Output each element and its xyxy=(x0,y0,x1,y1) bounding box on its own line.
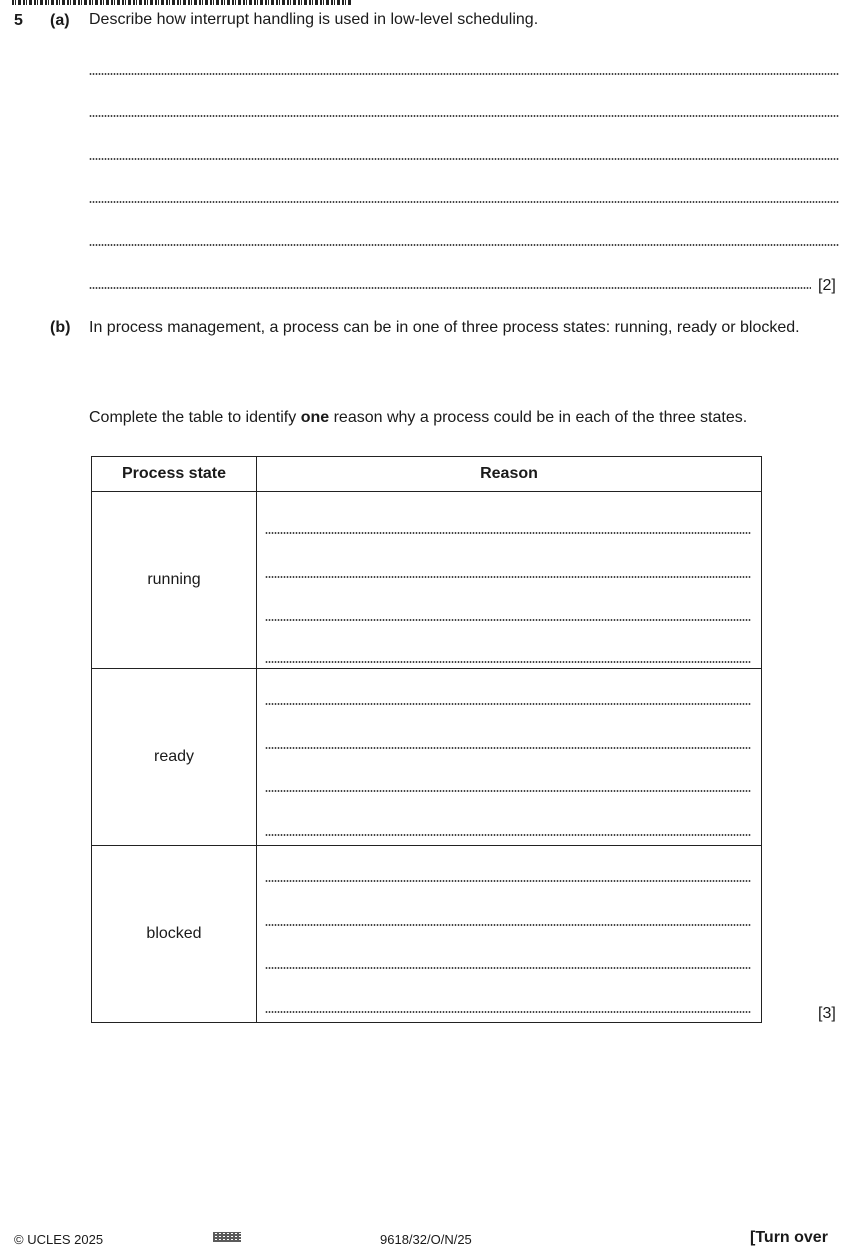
answer-line[interactable] xyxy=(89,287,811,289)
process-state-table xyxy=(91,456,762,1023)
state-ready: ready xyxy=(92,669,257,846)
answer-line[interactable] xyxy=(89,115,839,117)
header-reason: Reason xyxy=(257,457,762,492)
footer-turn-over: [Turn over xyxy=(750,1229,828,1246)
reason-cell-blocked[interactable] xyxy=(257,846,762,1023)
table-row xyxy=(92,669,762,846)
answer-line[interactable] xyxy=(89,244,839,246)
instruction-text-after: reason why a process could be in each of the three states. xyxy=(329,409,748,426)
footer-paper-code: 9618/32/O/N/25 xyxy=(380,1232,472,1247)
question-number: 5 xyxy=(14,12,23,29)
footer-qr-code xyxy=(213,1232,241,1242)
reason-cell-ready[interactable] xyxy=(257,669,762,846)
answer-line[interactable] xyxy=(89,201,839,203)
part-b-instruction xyxy=(89,408,747,428)
state-running: running xyxy=(92,492,257,669)
state-blocked: blocked xyxy=(92,846,257,1023)
part-a-prompt: Describe how interrupt handling is used in low-level scheduling. xyxy=(89,11,539,28)
part-a-label: (a) xyxy=(50,12,70,29)
part-b-label: (b) xyxy=(50,319,71,336)
reason-cell-running[interactable] xyxy=(257,492,762,669)
table-row xyxy=(92,492,762,669)
part-b-marks: [3] xyxy=(818,1005,836,1022)
top-barcode xyxy=(12,0,352,5)
part-a-marks: [2] xyxy=(818,277,836,294)
instruction-emphasis: one xyxy=(300,409,330,426)
part-b-intro: In process management, a process can be in one of three process states: running, ready or blocked. xyxy=(89,319,800,336)
answer-line[interactable] xyxy=(89,73,839,75)
table-row xyxy=(92,846,762,1023)
header-process-state: Process state xyxy=(92,457,257,492)
instruction-text-before: Complete the table to identify xyxy=(89,409,301,426)
footer-copyright: © UCLES 2025 xyxy=(14,1232,104,1247)
answer-line[interactable] xyxy=(89,158,839,160)
